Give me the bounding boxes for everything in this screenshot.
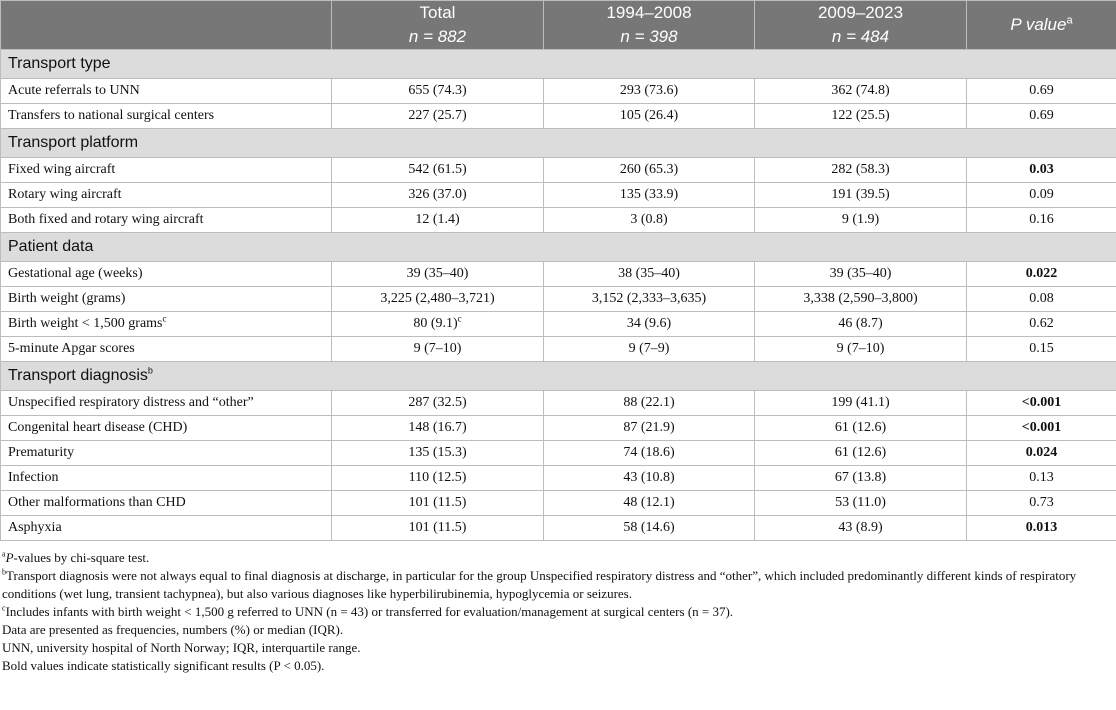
cell-total	[332, 287, 544, 312]
cell-pvalue: <0.001	[967, 391, 1116, 416]
cell-period-2: 3,338 (2,590–3,800)	[755, 287, 967, 312]
row-label: Birth weight (grams)	[8, 291, 126, 306]
cell-period-2: 9 (1.9)	[755, 208, 967, 233]
table-row	[1, 104, 1116, 129]
header-period-1	[544, 1, 755, 50]
cell-pvalue: <0.001	[967, 416, 1116, 441]
header-period-1-n: n = 398	[620, 27, 678, 46]
footnote-text: Includes infants with birth weight < 1,500 g referred to UNN (n = 43) or transferred for evaluation/management at surgical centers (n = 37).	[5, 604, 734, 619]
cell-period-2: 39 (35–40)	[755, 262, 967, 287]
cell-period-1: 3,152 (2,333–3,635)	[544, 287, 755, 312]
section-title: Transport diagnosis	[8, 367, 148, 384]
cell-pvalue: 0.73	[967, 491, 1116, 516]
cell-total-value: 101 (11.5)	[408, 495, 467, 510]
table-row	[1, 391, 1116, 416]
row-label-cell	[1, 79, 332, 104]
footnote	[2, 657, 1114, 675]
cell-total-value: 148 (16.7)	[408, 420, 467, 435]
cell-total	[332, 466, 544, 491]
cell-period-1: 58 (14.6)	[544, 516, 755, 541]
cell-total	[332, 312, 544, 337]
table-row	[1, 79, 1116, 104]
cell-total-value: 227 (25.7)	[408, 108, 467, 123]
footnote-italic-lead: P	[5, 550, 14, 565]
cell-total-value: 287 (32.5)	[408, 395, 467, 410]
cell-total	[332, 337, 544, 362]
cell-pvalue: 0.013	[967, 516, 1116, 541]
row-label-cell	[1, 287, 332, 312]
footnote-marker: a	[2, 549, 6, 559]
table-row	[1, 337, 1116, 362]
cell-period-2: 282 (58.3)	[755, 158, 967, 183]
footnote-text: -values by chi-square test.	[13, 550, 150, 565]
header-total-label: Total	[419, 3, 456, 22]
cell-period-1: 135 (33.9)	[544, 183, 755, 208]
row-label: Congenital heart disease (CHD)	[8, 420, 188, 435]
cell-period-2: 53 (11.0)	[755, 491, 967, 516]
cell-total-value: 39 (35–40)	[406, 266, 469, 281]
cell-period-1: 9 (7–9)	[544, 337, 755, 362]
row-label-cell	[1, 262, 332, 287]
cell-pvalue: 0.69	[967, 104, 1116, 129]
cell-pvalue: 0.03	[967, 158, 1116, 183]
cell-pvalue: 0.62	[967, 312, 1116, 337]
row-label-sup: c	[162, 313, 167, 324]
section-header-row	[1, 129, 1116, 158]
section-title: Patient data	[8, 238, 94, 255]
row-label: Prematurity	[8, 445, 75, 460]
row-label-cell	[1, 183, 332, 208]
footnote	[2, 621, 1114, 639]
header-pvalue	[967, 1, 1116, 50]
cell-total	[332, 416, 544, 441]
cell-period-1: 74 (18.6)	[544, 441, 755, 466]
cell-period-1: 43 (10.8)	[544, 466, 755, 491]
header-row	[1, 1, 1116, 50]
cell-total-value: 655 (74.3)	[408, 83, 467, 98]
footnote	[2, 567, 1114, 603]
section-title-cell	[1, 129, 1116, 158]
header-period-2	[755, 1, 967, 50]
row-label-cell	[1, 416, 332, 441]
cell-pvalue: 0.024	[967, 441, 1116, 466]
header-pvalue-label: P value	[1010, 15, 1067, 34]
footnote-text: Bold values indicate statistically significant results (P < 0.05).	[2, 658, 325, 673]
cell-total-value: 9 (7–10)	[413, 341, 462, 356]
cell-period-2: 61 (12.6)	[755, 441, 967, 466]
row-label: Asphyxia	[8, 520, 62, 535]
cell-total	[332, 158, 544, 183]
cell-total-sup: c	[457, 313, 462, 324]
table-row	[1, 491, 1116, 516]
cell-total-value: 326 (37.0)	[408, 187, 467, 202]
row-label: Unspecified respiratory distress and “other”	[8, 395, 254, 410]
header-total	[332, 1, 544, 50]
cell-period-1: 88 (22.1)	[544, 391, 755, 416]
table-row	[1, 262, 1116, 287]
cell-total	[332, 79, 544, 104]
row-label: Other malformations than CHD	[8, 495, 186, 510]
row-label: Transfers to national surgical centers	[8, 108, 215, 123]
footnote-marker: b	[2, 567, 6, 577]
cell-period-2: 199 (41.1)	[755, 391, 967, 416]
cell-pvalue: 0.69	[967, 79, 1116, 104]
row-label-cell	[1, 158, 332, 183]
table-row	[1, 183, 1116, 208]
section-title-cell	[1, 50, 1116, 79]
table-row	[1, 416, 1116, 441]
cell-total-value: 80 (9.1)	[413, 316, 458, 331]
cell-period-2: 43 (8.9)	[755, 516, 967, 541]
cell-period-2: 46 (8.7)	[755, 312, 967, 337]
footnotes	[0, 541, 1116, 675]
cell-period-2: 362 (74.8)	[755, 79, 967, 104]
header-period-1-label: 1994–2008	[606, 3, 692, 22]
cell-total-value: 3,225 (2,480–3,721)	[380, 291, 495, 306]
section-header-row	[1, 50, 1116, 79]
footnote-text: Data are presented as frequencies, numbers (%) or median (IQR).	[2, 622, 344, 637]
table-row	[1, 516, 1116, 541]
row-label-cell	[1, 391, 332, 416]
row-label: Birth weight < 1,500 grams	[8, 316, 163, 331]
row-label-cell	[1, 337, 332, 362]
section-title-cell	[1, 233, 1116, 262]
footnote-text: Transport diagnosis were not always equal to final diagnosis at discharge, in particular for the group Unspecified respiratory distress and “other”, which included predominantly different kinds of respiratory conditions (wet lung, transient tachypnea), but also various diagnoses like hyperbilirubinemia, hypoglycemia or seizures.	[2, 568, 1077, 601]
header-period-2-n: n = 484	[831, 27, 890, 46]
row-label-cell	[1, 491, 332, 516]
cell-total	[332, 104, 544, 129]
table-row	[1, 158, 1116, 183]
header-pvalue-sup: a	[1066, 14, 1073, 27]
section-header-row	[1, 233, 1116, 262]
cell-pvalue: 0.022	[967, 262, 1116, 287]
cell-pvalue: 0.08	[967, 287, 1116, 312]
section-title: Transport platform	[8, 134, 139, 151]
row-label-cell	[1, 312, 332, 337]
cell-total-value: 12 (1.4)	[415, 212, 460, 227]
cell-total	[332, 208, 544, 233]
row-label-cell	[1, 441, 332, 466]
header-total-n: n = 882	[408, 27, 467, 46]
header-label-column	[1, 1, 332, 50]
cell-period-2: 61 (12.6)	[755, 416, 967, 441]
cell-period-1: 34 (9.6)	[544, 312, 755, 337]
table-row	[1, 312, 1116, 337]
cell-period-2: 122 (25.5)	[755, 104, 967, 129]
cell-pvalue: 0.15	[967, 337, 1116, 362]
cell-period-1: 293 (73.6)	[544, 79, 755, 104]
row-label: Rotary wing aircraft	[8, 187, 122, 202]
cell-total	[332, 516, 544, 541]
table-row	[1, 208, 1116, 233]
cell-period-1: 3 (0.8)	[544, 208, 755, 233]
row-label-cell	[1, 208, 332, 233]
header-period-2-label: 2009–2023	[817, 3, 904, 22]
table-body	[1, 50, 1116, 541]
row-label: Gestational age (weeks)	[8, 266, 143, 281]
cell-total-value: 110 (12.5)	[408, 470, 467, 485]
row-label-cell	[1, 516, 332, 541]
table-row	[1, 466, 1116, 491]
section-title-cell	[1, 362, 1116, 391]
cell-pvalue: 0.16	[967, 208, 1116, 233]
footnote	[2, 549, 1114, 567]
row-label: Acute referrals to UNN	[8, 83, 140, 98]
cell-period-2: 67 (13.8)	[755, 466, 967, 491]
row-label: Both fixed and rotary wing aircraft	[8, 212, 204, 227]
cell-total-value: 135 (15.3)	[408, 445, 467, 460]
cell-period-1: 48 (12.1)	[544, 491, 755, 516]
section-title: Transport type	[8, 55, 111, 72]
cell-period-2: 9 (7–10)	[755, 337, 967, 362]
section-title-sup: b	[147, 365, 153, 376]
cell-period-1: 105 (26.4)	[544, 104, 755, 129]
table-row	[1, 287, 1116, 312]
section-header-row	[1, 362, 1116, 391]
row-label: Infection	[8, 470, 59, 485]
cell-pvalue: 0.09	[967, 183, 1116, 208]
cell-period-1: 260 (65.3)	[544, 158, 755, 183]
cell-total	[332, 491, 544, 516]
cell-total	[332, 183, 544, 208]
cell-period-2: 191 (39.5)	[755, 183, 967, 208]
cell-total	[332, 391, 544, 416]
cell-period-1: 38 (35–40)	[544, 262, 755, 287]
row-label-cell	[1, 104, 332, 129]
footnote	[2, 603, 1114, 621]
cell-total-value: 542 (61.5)	[408, 162, 467, 177]
row-label-cell	[1, 466, 332, 491]
cell-total	[332, 441, 544, 466]
table-row	[1, 441, 1116, 466]
footnote	[2, 639, 1114, 657]
footnote-text: UNN, university hospital of North Norway; IQR, interquartile range.	[2, 640, 361, 655]
row-label: 5-minute Apgar scores	[8, 341, 135, 356]
cell-period-1: 87 (21.9)	[544, 416, 755, 441]
cell-total-value: 101 (11.5)	[408, 520, 467, 535]
footnote-marker: c	[2, 603, 6, 613]
cell-total	[332, 262, 544, 287]
row-label: Fixed wing aircraft	[8, 162, 116, 177]
cell-pvalue: 0.13	[967, 466, 1116, 491]
